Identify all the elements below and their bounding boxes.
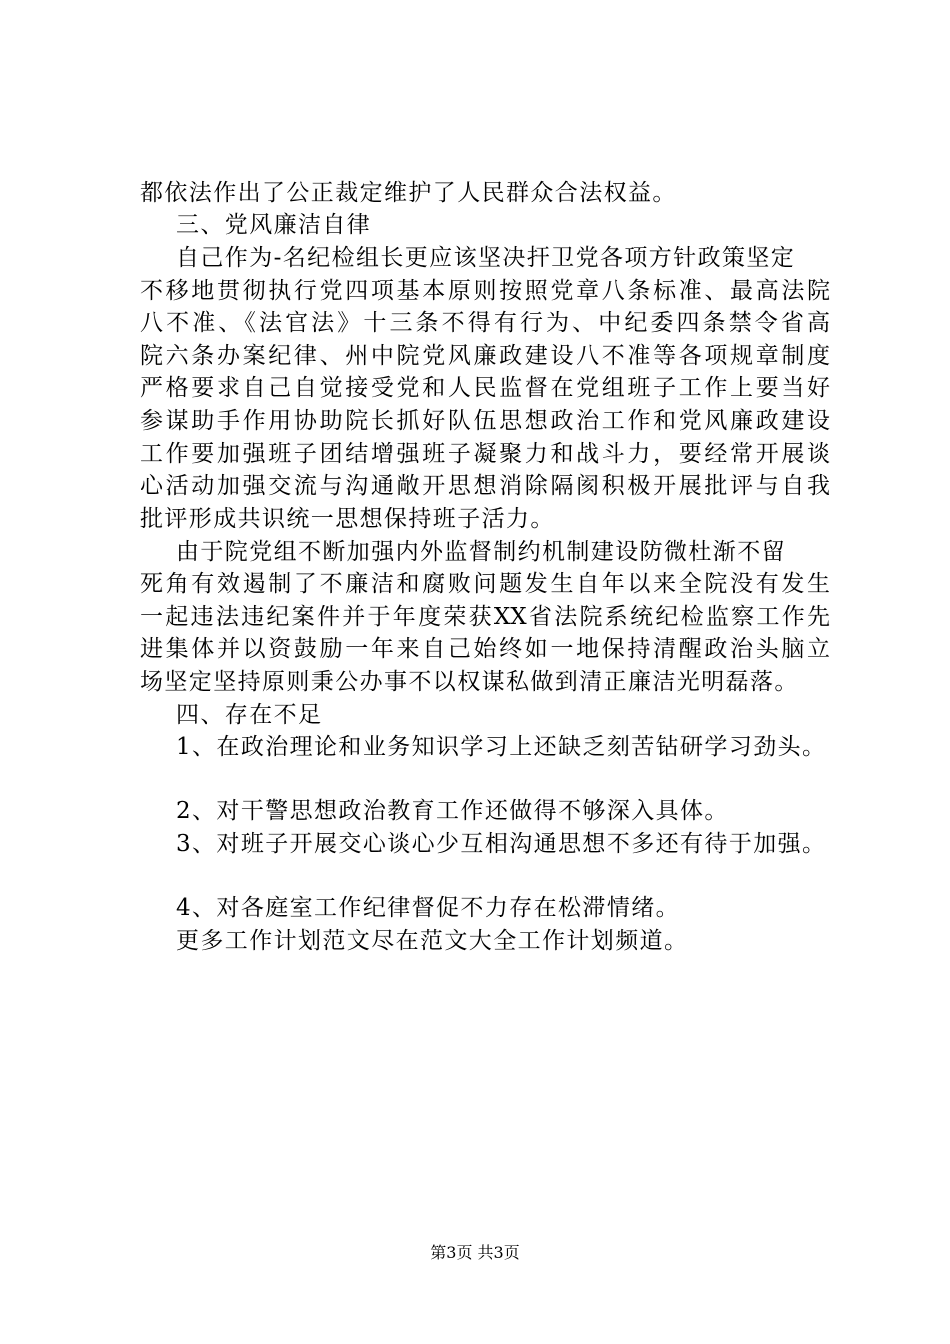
page-number-footer: 第3页 共3页 xyxy=(430,1243,520,1262)
paragraph-line: 一起违法违纪案件并于年度荣获XX省法院系统纪检监察工作先 xyxy=(140,604,830,630)
paragraph-line: 院六条办案纪律、州中院党风廉政建设八不准等各项规章制度 xyxy=(140,343,830,369)
paragraph-line: 工作要加强班子团结增强班子凝聚力和战斗力，要经常开展谈 xyxy=(140,441,830,467)
list-item: 2、对干警思想政治教育工作还做得不够深入具体。 xyxy=(176,798,729,824)
paragraph-line: 都依法作出了公正裁定维护了人民群众合法权益。 xyxy=(140,180,677,206)
list-item: 1、在政治理论和业务知识学习上还缺乏刻苦钻研学习劲头。 xyxy=(176,734,827,760)
paragraph-line: 心活动加强交流与沟通敞开思想消除隔阂积极开展批评与自我 xyxy=(140,473,830,499)
paragraph-line: 更多工作计划范文尽在范文大全工作计划频道。 xyxy=(176,928,689,954)
paragraph-line: 不移地贯彻执行党四项基本原则按照党章八条标准、最高法院 xyxy=(140,278,830,304)
paragraph-line: 场坚定坚持原则秉公办事不以权谋私做到清正廉洁光明磊落。 xyxy=(140,669,799,695)
list-item: 4、对各庭室工作纪律督促不力存在松滞情绪。 xyxy=(176,895,681,921)
list-item: 3、对班子开展交心谈心少互相沟通思想不多还有待于加强。 xyxy=(176,831,827,857)
paragraph-line: 死角有效遏制了不廉洁和腐败问题发生自年以来全院没有发生 xyxy=(140,571,830,597)
section-heading: 三、党风廉洁自律 xyxy=(176,212,372,238)
paragraph-line: 八不准、《法官法》十三条不得有行为、中纪委四条禁令省高 xyxy=(140,310,830,336)
paragraph-line: 批评形成共识统一思想保持班子活力。 xyxy=(140,506,555,532)
paragraph-line: 严格要求自己自觉接受党和人民监督在党组班子工作上要当好 xyxy=(140,375,830,401)
section-heading: 四、存在不足 xyxy=(176,702,323,728)
paragraph-line: 由于院党组不断加强内外监督制约机制建设防微杜渐不留 xyxy=(176,539,786,565)
paragraph-line: 参谋助手作用协助院长抓好队伍思想政治工作和党风廉政建设 xyxy=(140,408,830,434)
paragraph-line: 进集体并以资鼓励一年来自己始终如一地保持清醒政治头脑立 xyxy=(140,636,830,662)
paragraph-line: 自己作为-名纪检组长更应该坚决扞卫党各项方针政策坚定 xyxy=(176,245,796,271)
